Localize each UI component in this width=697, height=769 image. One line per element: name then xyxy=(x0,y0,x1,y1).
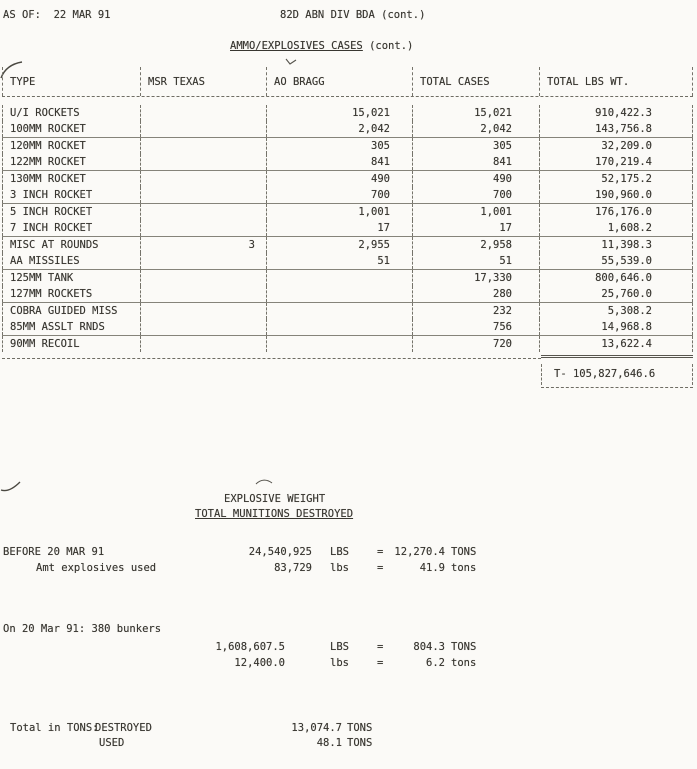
total-cases-cell: 232 xyxy=(413,303,540,319)
header-type: TYPE xyxy=(2,67,141,96)
total-lbs-cell: 52,175.2 xyxy=(540,171,693,187)
total-cases-cell: 305 xyxy=(413,138,540,154)
msr-texas-cell xyxy=(141,220,267,236)
total-lbs-cell: 25,760.0 xyxy=(540,286,693,302)
ao-bragg-cell xyxy=(267,270,413,286)
explosives-used-line xyxy=(0,562,697,576)
grand-total-underline xyxy=(541,387,693,388)
pen-mark xyxy=(0,478,22,494)
bunkers-tons-unit2: tons xyxy=(451,657,477,669)
table-row xyxy=(2,319,693,336)
msr-texas-cell xyxy=(141,105,267,121)
msr-texas-cell xyxy=(141,319,267,335)
table-row xyxy=(2,303,693,319)
type-cell: 3 INCH ROCKET xyxy=(2,187,141,203)
explosives-used-tons-unit: tons xyxy=(451,562,477,574)
total-cases-cell: 17,330 xyxy=(413,270,540,286)
total-lbs-cell: 143,756.8 xyxy=(540,121,693,137)
bunkers-lbs-value2: 12,400.0 xyxy=(234,657,285,669)
ao-bragg-cell: 15,021 xyxy=(267,105,413,121)
total-lbs-cell: 11,398.3 xyxy=(540,237,693,253)
type-cell: U/I ROCKETS xyxy=(2,105,141,121)
total-lbs-cell: 910,422.3 xyxy=(540,105,693,121)
ao-bragg-cell: 700 xyxy=(267,187,413,203)
table-row xyxy=(2,220,693,237)
msr-texas-cell xyxy=(141,303,267,319)
total-lbs-cell: 55,539.0 xyxy=(540,253,693,269)
explosives-used-tons-value: 41.9 xyxy=(419,562,445,574)
ao-bragg-cell: 51 xyxy=(267,253,413,269)
before-label: BEFORE 20 MAR 91 xyxy=(3,546,105,558)
table-row xyxy=(2,253,693,270)
total-cases-cell: 720 xyxy=(413,336,540,352)
type-cell: COBRA GUIDED MISS xyxy=(2,303,141,319)
msr-texas-cell xyxy=(141,336,267,352)
type-cell: 7 INCH ROCKET xyxy=(2,220,141,236)
total-cases-cell: 2,958 xyxy=(413,237,540,253)
total-lbs-cell: 14,968.8 xyxy=(540,319,693,335)
dashed-rule xyxy=(2,358,541,359)
used-tons-value: 48.1 xyxy=(316,737,342,749)
total-lbs-cell: 32,209.0 xyxy=(540,138,693,154)
total-cases-cell: 756 xyxy=(413,319,540,335)
msr-texas-cell xyxy=(141,121,267,137)
bunkers-tons-value2: 6.2 xyxy=(426,657,445,669)
ao-bragg-cell: 490 xyxy=(267,171,413,187)
total-cases-cell: 17 xyxy=(413,220,540,236)
total-cases-cell: 15,021 xyxy=(413,105,540,121)
total-in-tons-label: Total in TONS: xyxy=(10,722,99,734)
msr-texas-cell: 3 xyxy=(141,237,267,253)
table-row xyxy=(2,237,693,253)
table-row xyxy=(2,105,693,121)
msr-texas-cell xyxy=(141,253,267,269)
total-cases-cell: 841 xyxy=(413,154,540,170)
total-lbs-cell: 170,219.4 xyxy=(540,154,693,170)
on-20-mar-lbs-line xyxy=(0,641,697,655)
summary-subtitle: TOTAL MUNITIONS DESTROYED xyxy=(195,508,354,520)
ao-bragg-cell: 1,001 xyxy=(267,204,413,220)
header-ao-bragg: AO BRAGG xyxy=(267,67,413,96)
table-row xyxy=(2,171,693,187)
msr-texas-cell xyxy=(141,270,267,286)
msr-texas-cell xyxy=(141,187,267,203)
type-cell: 90MM RECOIL xyxy=(2,336,141,352)
before-lbs-unit: LBS xyxy=(330,546,349,558)
total-cases-cell: 490 xyxy=(413,171,540,187)
equals-sign: = xyxy=(377,546,384,558)
table-row xyxy=(2,187,693,204)
total-lbs-cell: 190,960.0 xyxy=(540,187,693,203)
bunkers-lbs-value: 1,608,607.5 xyxy=(215,641,285,653)
type-cell: AA MISSILES xyxy=(2,253,141,269)
before-tons-unit: TONS xyxy=(451,546,477,558)
total-cases-cell: 51 xyxy=(413,253,540,269)
ammo-explosives-table xyxy=(2,67,693,388)
ao-bragg-cell: 2,042 xyxy=(267,121,413,137)
table-body xyxy=(2,97,693,352)
bunkers-lbs-unit2: lbs xyxy=(330,657,349,669)
on-20-mar-label: On 20 Mar 91: 380 bunkers xyxy=(3,623,162,635)
explosives-used-lbs-value: 83,729 xyxy=(274,562,312,574)
bunkers-lbs-unit: LBS xyxy=(330,641,349,653)
type-cell: 85MM ASSLT RNDS xyxy=(2,319,141,335)
total-lbs-cell: 5,308.2 xyxy=(540,303,693,319)
ao-bragg-cell: 841 xyxy=(267,154,413,170)
total-cases-cell: 280 xyxy=(413,286,540,302)
total-lbs-cell: 1,608.2 xyxy=(540,220,693,236)
table-bottom-separator xyxy=(2,355,693,359)
type-cell: 5 INCH ROCKET xyxy=(2,204,141,220)
table-row xyxy=(2,138,693,154)
type-cell: 120MM ROCKET xyxy=(2,138,141,154)
ao-bragg-cell xyxy=(267,303,413,319)
table-header-row xyxy=(2,67,693,97)
table-row xyxy=(2,204,693,220)
msr-texas-cell xyxy=(141,286,267,302)
table-row xyxy=(2,286,693,303)
table-row xyxy=(2,270,693,286)
equals-sign: = xyxy=(377,641,384,653)
type-cell: 100MM ROCKET xyxy=(2,121,141,137)
on-20-mar-label-line xyxy=(0,623,697,637)
type-cell: 125MM TANK xyxy=(2,270,141,286)
subtitle-text: AMMO/EXPLOSIVES CASES xyxy=(230,40,363,52)
bunkers-tons-unit: TONS xyxy=(451,641,477,653)
used-label: USED xyxy=(99,737,125,749)
grand-total-value: T- 105,827,646.6 xyxy=(541,364,693,385)
header-total-lbs-wt: TOTAL LBS WT. xyxy=(540,67,693,96)
grand-total-row xyxy=(2,364,693,385)
bunkers-tons-value: 804.3 xyxy=(413,641,445,653)
on-20-mar-lbs-line2 xyxy=(0,657,697,671)
used-tons-unit: TONS xyxy=(347,737,373,749)
ao-bragg-cell: 17 xyxy=(267,220,413,236)
header-msr-texas: MSR TEXAS xyxy=(141,67,267,96)
ao-bragg-cell xyxy=(267,319,413,335)
total-lbs-cell: 176,176.0 xyxy=(540,204,693,220)
total-cases-cell: 2,042 xyxy=(413,121,540,137)
before-line xyxy=(0,546,697,560)
as-of-date: AS OF: 22 MAR 91 xyxy=(3,9,111,21)
equals-sign: = xyxy=(377,657,384,669)
total-used-line xyxy=(0,737,697,751)
msr-texas-cell xyxy=(141,204,267,220)
before-tons-value: 12,270.4 xyxy=(394,546,445,558)
pen-mark xyxy=(285,58,297,66)
total-destroyed-line xyxy=(0,722,697,736)
explosives-used-lbs-unit: lbs xyxy=(330,562,349,574)
ao-bragg-cell: 305 xyxy=(267,138,413,154)
total-cases-cell: 1,001 xyxy=(413,204,540,220)
ao-bragg-cell xyxy=(267,286,413,302)
before-lbs-value: 24,540,925 xyxy=(248,546,312,558)
table-row xyxy=(2,336,693,352)
section-subtitle xyxy=(230,40,413,52)
destroyed-tons-value: 13,074.7 xyxy=(291,722,342,734)
type-cell: 122MM ROCKET xyxy=(2,154,141,170)
ao-bragg-cell: 2,955 xyxy=(267,237,413,253)
total-lbs-cell: 13,622.4 xyxy=(540,336,693,352)
equals-sign: = xyxy=(377,562,384,574)
type-cell: MISC AT ROUNDS xyxy=(2,237,141,253)
table-row xyxy=(2,154,693,171)
destroyed-label: DESTROYED xyxy=(95,722,152,734)
subtitle-cont: (cont.) xyxy=(369,40,414,52)
total-lbs-cell: 800,646.0 xyxy=(540,270,693,286)
type-cell: 130MM ROCKET xyxy=(2,171,141,187)
ao-bragg-cell xyxy=(267,336,413,352)
summary-title: EXPLOSIVE WEIGHT xyxy=(224,493,326,505)
msr-texas-cell xyxy=(141,154,267,170)
page-title: 82D ABN DIV BDA (cont.) xyxy=(280,9,426,21)
type-cell: 127MM ROCKETS xyxy=(2,286,141,302)
msr-texas-cell xyxy=(141,171,267,187)
explosives-used-label: Amt explosives used xyxy=(36,562,157,574)
header-total-cases: TOTAL CASES xyxy=(413,67,540,96)
double-rule xyxy=(541,355,693,358)
pen-mark xyxy=(255,478,273,486)
table-row xyxy=(2,121,693,138)
total-cases-cell: 700 xyxy=(413,187,540,203)
destroyed-tons-unit: TONS xyxy=(347,722,373,734)
msr-texas-cell xyxy=(141,138,267,154)
